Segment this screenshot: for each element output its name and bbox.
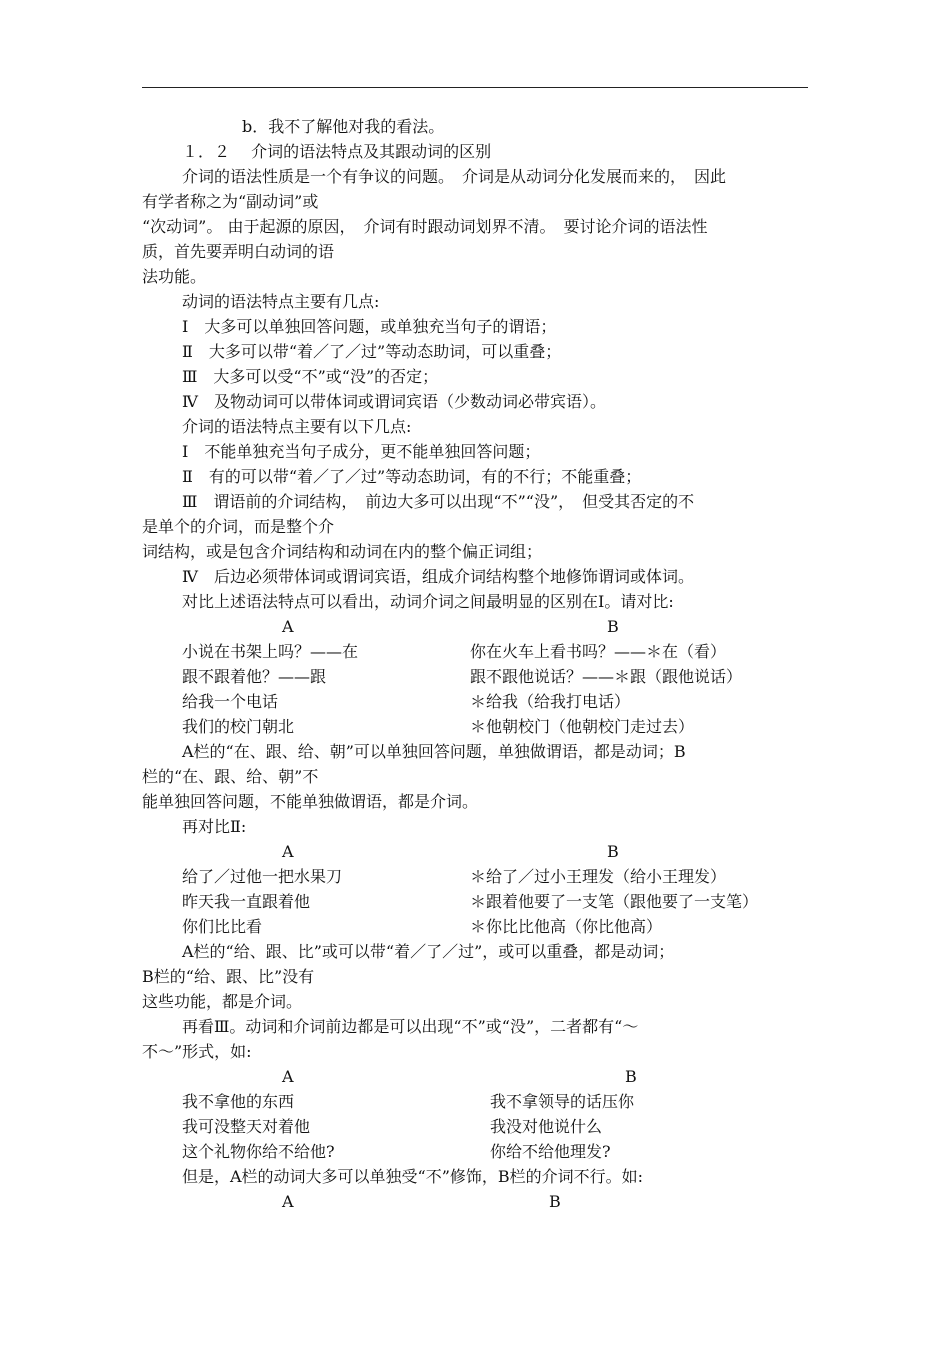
example-b: 我没对他说什么: [490, 1117, 603, 1136]
text-line: 词结构，或是包含介词结构和动词在内的整个偏正词组；: [142, 542, 543, 561]
list-item: Ⅱ 有的可以带“着／了／过”等动态助词，有的不行；不能重叠；: [182, 467, 642, 486]
text-line: 能单独回答问题，不能单独做谓语，都是介词。: [142, 792, 479, 811]
list-item: Ⅲ 谓语前的介词结构， 前边大多可以出现“不”“没”， 但受其否定的不: [182, 492, 695, 511]
text-line: 介词的语法特点主要有以下几点:: [182, 417, 412, 436]
example-b: 跟不跟他说话？——＊跟（跟他说话）: [470, 667, 743, 686]
example-a: 我可没整天对着他: [182, 1117, 311, 1136]
example-a: 这个礼物你给不给他?: [182, 1142, 335, 1161]
example-b: ＊给我（给我打电话）: [470, 692, 631, 711]
text-line: 法功能。: [142, 267, 207, 286]
text-line: 是单个的介词，而是整个介: [142, 517, 335, 536]
text-line: 栏的“在、跟、给、朝”不: [142, 767, 319, 786]
section-heading: １．２ 介词的语法特点及其跟动词的区别: [182, 142, 492, 161]
text-line: “次动词”。 由于起源的原因， 介词有时跟动词划界不清。 要讨论介词的语法性: [142, 217, 708, 236]
list-item: Ⅱ 大多可以带“着／了／过”等动态助词，可以重叠；: [182, 342, 562, 361]
column-header-b: B: [607, 842, 619, 861]
column-header-a: A: [282, 1067, 294, 1086]
example-b: ＊给了／过小王理发（给小王理发）: [470, 867, 727, 886]
list-item: Ⅰ 大多可以单独回答问题，或单独充当句子的谓语；: [182, 317, 557, 336]
text-line: 动词的语法特点主要有几点:: [182, 292, 380, 311]
text-line: 但是，A栏的动词大多可以单独受“不”修饰，B栏的介词不行。如:: [182, 1167, 644, 1186]
example-b: ＊你比比他高（你比他高）: [470, 917, 663, 936]
list-item: Ⅳ 及物动词可以带体词或谓词宾语（少数动词必带宾语）。: [182, 392, 606, 411]
example-b: ＊跟着他要了一支笔（跟他要了一支笔）: [470, 892, 759, 911]
text-line: 不～”形式，如:: [142, 1042, 252, 1061]
example-b: 你在火车上看书吗？——＊在（看）: [470, 642, 727, 661]
example-b: ＊他朝校门（他朝校门走过去）: [470, 717, 695, 736]
column-header-b: B: [625, 1067, 637, 1086]
example-a: 我们的校门朝北: [182, 717, 295, 736]
list-item: Ⅰ 不能单独充当句子成分，更不能单独回答问题；: [182, 442, 541, 461]
example-a: 给我一个电话: [182, 692, 279, 711]
text-line: A栏的“给、跟、比”或可以带“着／了／过”，或可以重叠，都是动词；: [182, 942, 675, 961]
example-a: 你们比比看: [182, 917, 263, 936]
example-b: 你给不给他理发?: [490, 1142, 611, 1161]
column-header-b: B: [549, 1192, 561, 1211]
example-a: 给了／过他一把水果刀: [182, 867, 343, 886]
column-header-a: A: [282, 617, 294, 636]
example-a: 跟不跟着他？——跟: [182, 667, 327, 686]
example-a: 我不拿他的东西: [182, 1092, 295, 1111]
text-line: B栏的“给、跟、比”没有: [142, 967, 315, 986]
example-a: 昨天我一直跟着他: [182, 892, 311, 911]
text-line: 对比上述语法特点可以看出，动词介词之间最明显的区别在Ⅰ。请对比:: [182, 592, 674, 611]
example-b: 我不拿领导的话压你: [490, 1092, 635, 1111]
column-header-a: A: [282, 842, 294, 861]
column-header-a: A: [282, 1192, 294, 1211]
column-header-b: B: [607, 617, 619, 636]
text-line: 再对比Ⅱ:: [182, 817, 247, 836]
text-line: 有学者称之为“副动词”或: [142, 192, 319, 211]
example-a: 小说在书架上吗？——在: [182, 642, 359, 661]
list-item: Ⅳ 后边必须带体词或谓词宾语，组成介词结构整个地修饰谓词或体词。: [182, 567, 694, 586]
text-line: 介词的语法性质是一个有争议的问题。 介词是从动词分化发展而来的， 因此: [182, 167, 727, 186]
text-line: 再看Ⅲ。动词和介词前边都是可以出现“不”或“没”，二者都有“～: [182, 1017, 639, 1036]
text-line: 这些功能，都是介词。: [142, 992, 303, 1011]
list-item: Ⅲ 大多可以受“不”或“没”的否定；: [182, 367, 439, 386]
header-rule: [142, 87, 808, 88]
text-line: A栏的“在、跟、给、朝”可以单独回答问题，单独做谓语，都是动词；B: [182, 742, 686, 761]
text-line: b．我不了解他对我的看法。: [242, 117, 445, 136]
text-line: 质，首先要弄明白动词的语: [142, 242, 335, 261]
